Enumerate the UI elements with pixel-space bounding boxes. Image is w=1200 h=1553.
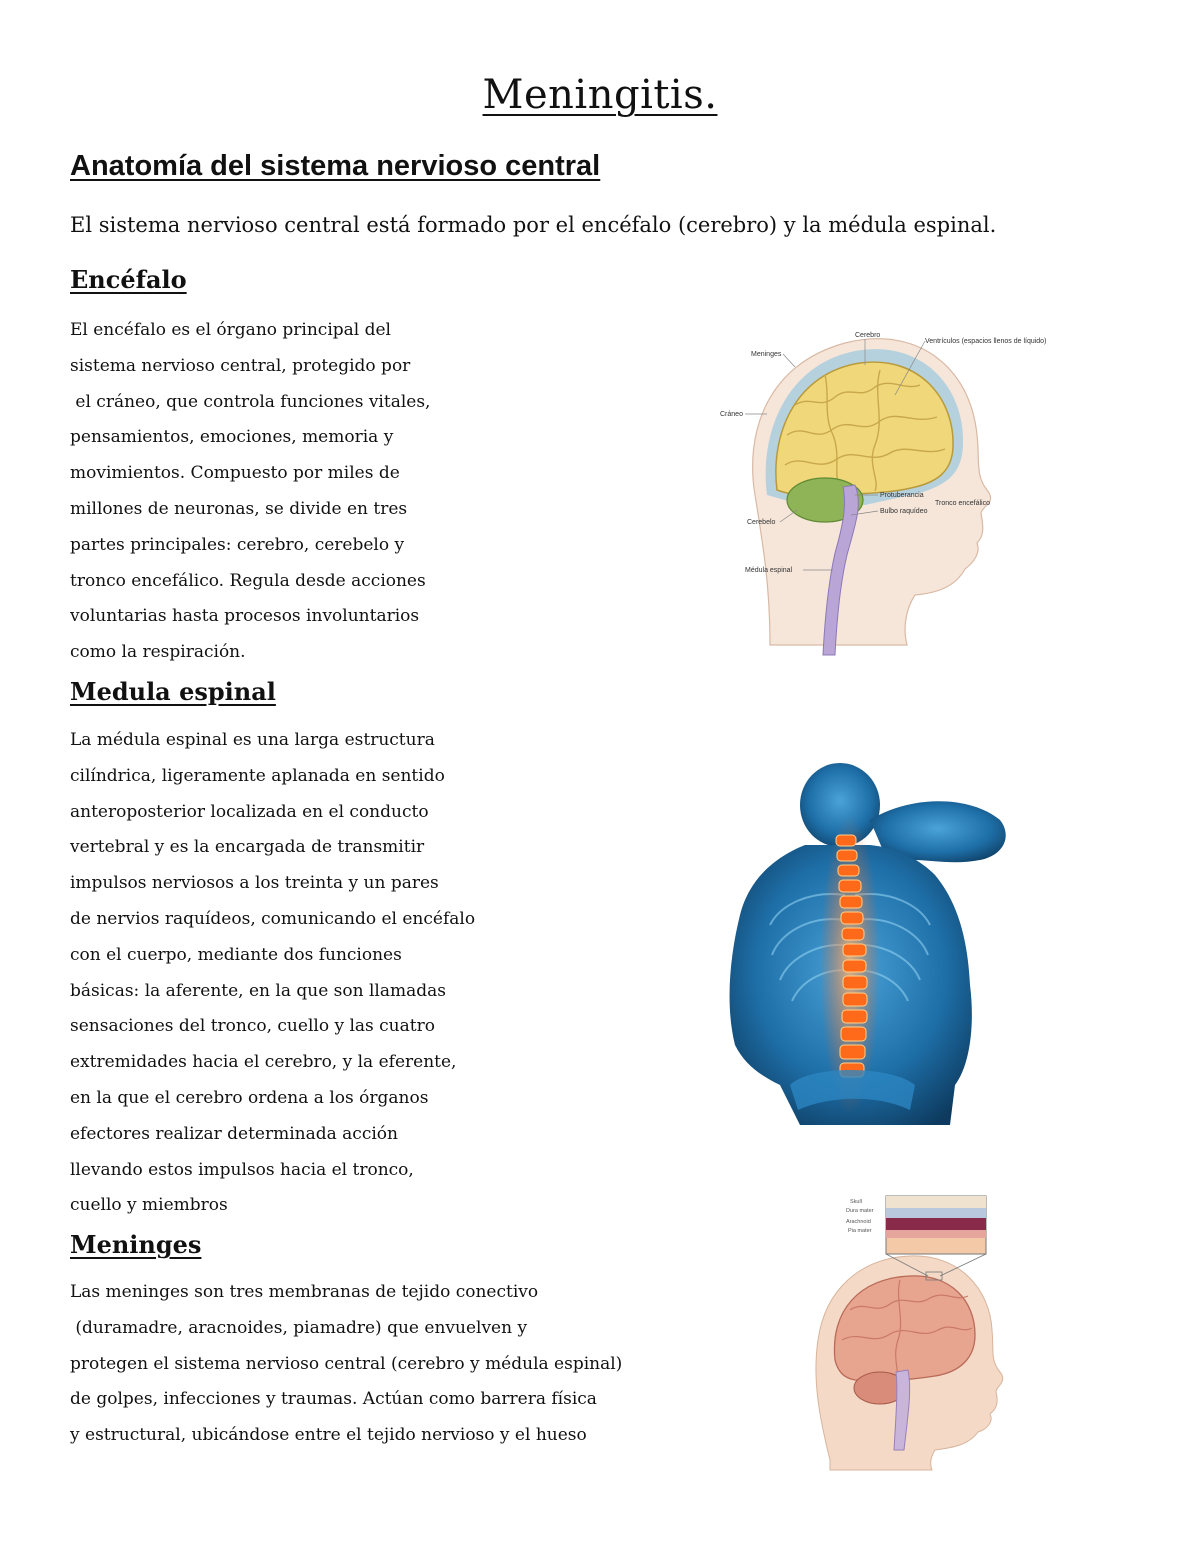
label-cerebro: Cerebro bbox=[855, 332, 881, 339]
text-line: El encéfalo es el órgano principal del bbox=[70, 320, 391, 340]
text-line: impulsos nerviosos a los treinta y un pares bbox=[70, 873, 439, 894]
text-line: básicas: la aferente, en la que son llamadas bbox=[70, 980, 446, 1001]
text-line: millones de neuronas, se divide en tres bbox=[70, 498, 408, 519]
paragraph-encefalo bbox=[70, 313, 430, 671]
text-line: tronco encefálico. Regula desde acciones bbox=[70, 570, 426, 591]
label-meninges: Meninges bbox=[751, 351, 782, 358]
text-line: vertebral y es la encargada de transmitir bbox=[70, 837, 425, 858]
spinal-cord-illustration bbox=[720, 765, 1015, 1125]
text-line: y estructural, ubicándose entre el tejido nervioso y el hueso bbox=[70, 1425, 587, 1446]
intro-paragraph: El sistema nervioso central está formado por el encéfalo (cerebro) y la médula espinal. bbox=[70, 213, 997, 237]
text-line: de nervios raquídeos, comunicando el encéfalo bbox=[70, 908, 476, 929]
heading-encefalo: Encéfalo bbox=[70, 265, 187, 294]
text-line: en la que el cerebro ordena a los órganos bbox=[70, 1087, 429, 1108]
inset-dura-layer bbox=[886, 1208, 986, 1218]
section-title: Anatomía del sistema nervioso central bbox=[70, 150, 601, 182]
text-line: voluntarias hasta procesos involuntarios bbox=[70, 606, 420, 627]
text-line: efectores realizar determinada acción bbox=[70, 1123, 398, 1144]
text-line: de golpes, infecciones y traumas. Actúan como barrera física bbox=[70, 1389, 597, 1410]
text-line: cilíndrica, ligeramente aplanada en sentido bbox=[70, 765, 445, 786]
text-line: pensamientos, emociones, memoria y bbox=[70, 427, 394, 448]
page-title: Meningitis. bbox=[482, 72, 718, 118]
text-line: Las meninges son tres membranas de tejido conectivo bbox=[70, 1282, 539, 1302]
inset-label-pia: Pia mater bbox=[848, 1228, 872, 1234]
text-line: extremidades hacia el cerebro, y la eferente, bbox=[70, 1052, 457, 1073]
text-line: como la respiración. bbox=[70, 642, 246, 663]
text-line: sistema nervioso central, protegido por bbox=[70, 355, 411, 376]
text-line: (duramadre, aracnoides, piamadre) que envuelven y bbox=[70, 1317, 528, 1338]
text-line: La médula espinal es una larga estructura bbox=[70, 730, 435, 750]
inset-label-arachnoid: Arachnoid bbox=[846, 1219, 871, 1225]
label-cerebelo: Cerebelo bbox=[747, 519, 776, 526]
text-line: sensaciones del tronco, cuello y las cuatro bbox=[70, 1016, 435, 1037]
paragraph-medula bbox=[70, 723, 475, 1224]
inset-arachnoid-layer bbox=[886, 1218, 986, 1230]
inset-pia-layer bbox=[886, 1230, 986, 1238]
text-line: anteroposterior localizada en el conducto bbox=[70, 801, 429, 822]
text-line: movimientos. Compuesto por miles de bbox=[70, 463, 400, 484]
text-line: protegen el sistema nervioso central (cerebro y médula espinal) bbox=[70, 1353, 623, 1374]
label-bulbo: Bulbo raquídeo bbox=[880, 508, 928, 515]
heading-medula: Medula espinal bbox=[70, 677, 276, 706]
text-line: llevando estos impulsos hacia el tronco, bbox=[70, 1159, 414, 1180]
text-line: cuello y miembros bbox=[70, 1195, 228, 1216]
inset-label-dura: Dura mater bbox=[846, 1208, 874, 1214]
text-line: con el cuerpo, mediante dos funciones bbox=[70, 944, 402, 965]
paragraph-meninges bbox=[70, 1275, 622, 1454]
inset-skull-layer bbox=[886, 1196, 986, 1208]
label-protuberancia: Protuberancia bbox=[880, 492, 924, 499]
label-tronco: Tronco encefálico bbox=[935, 500, 990, 507]
meninges-illustration bbox=[800, 1190, 1015, 1470]
text-line: partes principales: cerebro, cerebelo y bbox=[70, 534, 405, 555]
label-medula: Médula espinal bbox=[745, 567, 793, 574]
heading-meninges: Meninges bbox=[70, 1230, 202, 1259]
inset-label-skull: Skull bbox=[850, 1199, 862, 1205]
label-ventriculos: Ventrículos (espacios llenos de líquido) bbox=[925, 338, 1047, 345]
brain-anatomy-illustration bbox=[715, 325, 1047, 655]
label-craneo: Cráneo bbox=[720, 411, 743, 418]
text-line: el cráneo, que controla funciones vitales, bbox=[70, 391, 431, 412]
